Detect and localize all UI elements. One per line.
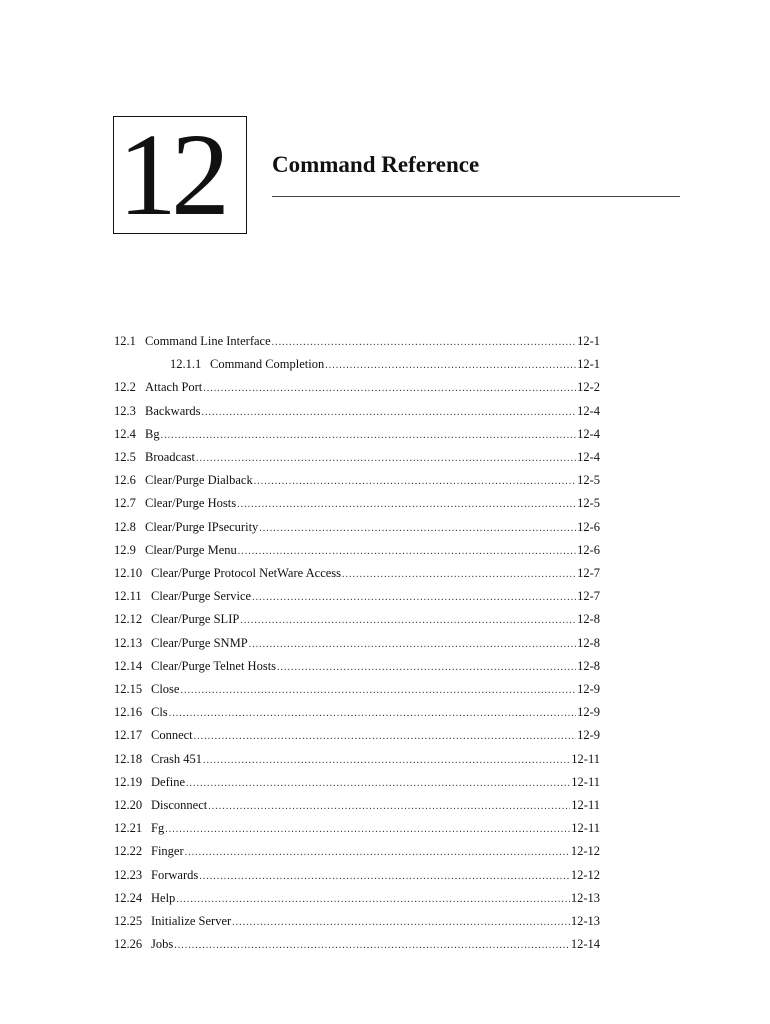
toc-entry-number: 12.21 (114, 821, 143, 836)
toc-entry[interactable] (114, 448, 600, 466)
toc-entry-label: Clear/Purge Menu (145, 542, 237, 557)
toc-entry-label: Help (151, 890, 176, 905)
toc-entry[interactable] (114, 378, 600, 396)
toc-entry-label: Cls (151, 705, 168, 720)
toc-dot-leader (252, 589, 576, 607)
toc-entry-page: 12-11 (571, 751, 600, 766)
toc-dot-leader (176, 891, 570, 909)
toc-entry-number: 12.8 (114, 519, 136, 534)
toc-dot-leader (180, 682, 576, 700)
chapter-number: 12 (118, 116, 224, 234)
toc-dot-leader (325, 357, 576, 375)
toc-dot-leader (165, 821, 570, 839)
toc-dot-leader (237, 496, 576, 514)
toc-dot-leader (238, 543, 576, 561)
toc-entry-label: Bg (145, 426, 160, 441)
toc-entry-page: 12-4 (577, 403, 600, 418)
toc-dot-leader (196, 450, 576, 468)
toc-entry[interactable] (114, 773, 600, 791)
toc-dot-leader (202, 404, 577, 422)
toc-entry[interactable] (114, 541, 600, 559)
toc-entry-number: 12.24 (114, 890, 143, 905)
toc-entry[interactable] (114, 332, 600, 350)
toc-entry-page: 12-5 (577, 473, 600, 488)
toc-entry[interactable] (170, 355, 600, 373)
toc-entry-label: Command Completion (210, 357, 325, 372)
toc-dot-leader (199, 868, 570, 886)
toc-entry-page: 12-8 (577, 612, 600, 627)
toc-entry-number: 12.9 (114, 542, 136, 557)
toc-entry-number: 12.20 (114, 798, 143, 812)
toc-entry-number: 12.18 (114, 751, 143, 766)
toc-dot-leader (174, 937, 570, 955)
toc-entry-page: 12-13 (570, 890, 600, 905)
toc-entry-number: 12.10 (114, 566, 143, 580)
toc-entry-label: Define (151, 774, 186, 789)
toc-entry-number: 12.26 (114, 937, 143, 952)
toc-entry[interactable] (114, 471, 600, 489)
toc-entry-page: 12-11 (571, 821, 600, 836)
toc-entry-number: 12.6 (114, 473, 136, 488)
toc-entry-label: Clear/Purge Hosts (145, 496, 237, 511)
toc-entry-page: 12-4 (577, 450, 600, 464)
toc-entry[interactable] (114, 610, 600, 628)
toc-entry-label: Clear/Purge SLIP (151, 612, 240, 627)
toc-entry[interactable] (114, 425, 600, 443)
toc-entry-label: Clear/Purge Protocol NetWare Access (151, 566, 342, 580)
toc-dot-leader (272, 334, 576, 352)
toc-dot-leader (208, 798, 570, 816)
toc-dot-leader (185, 844, 570, 862)
toc-entry-page: 12-9 (577, 728, 600, 743)
toc-entry-number: 12.17 (114, 728, 143, 743)
toc-entry-label: Broadcast (145, 450, 195, 464)
toc-entry-number: 12.4 (114, 426, 136, 441)
toc-entry[interactable] (114, 796, 600, 814)
toc-entry-label: Clear/Purge Telnet Hosts (151, 658, 277, 673)
toc-entry-label: Clear/Purge IPsecurity (145, 519, 259, 534)
toc-entry-number: 12.7 (114, 496, 136, 511)
toc-entry-number: 12.3 (114, 403, 136, 418)
toc-entry-label: Backwards (145, 403, 201, 418)
toc-entry[interactable] (114, 726, 600, 744)
toc-entry-label: Attach Port (145, 380, 203, 395)
toc-entry-page: 12-6 (577, 542, 600, 557)
toc-entry-page: 12-9 (577, 705, 600, 720)
toc-entry-number: 12.2 (114, 380, 136, 395)
toc-entry-page: 12-13 (570, 914, 600, 928)
toc-dot-leader (342, 566, 576, 584)
toc-entry-page: 12-1 (577, 357, 600, 372)
toc-entry[interactable] (114, 750, 600, 768)
toc-entry-label: Jobs (151, 937, 174, 952)
toc-entry[interactable] (114, 842, 600, 860)
toc-entry-number: 12.19 (114, 774, 143, 789)
toc-entry[interactable] (114, 680, 600, 698)
toc-dot-leader (169, 705, 576, 723)
toc-entry[interactable] (114, 912, 600, 930)
toc-entry-label: Clear/Purge Dialback (145, 473, 253, 488)
toc-entry-page: 12-12 (570, 867, 600, 882)
toc-entry-label: Connect (151, 728, 193, 743)
toc-entry-label: Forwards (151, 867, 199, 882)
toc-dot-leader (203, 752, 570, 770)
toc-entry-number: 12.13 (114, 635, 143, 650)
toc-entry-page: 12-1 (577, 334, 600, 348)
toc-dot-leader (240, 612, 576, 630)
toc-entry-page: 12-8 (577, 635, 600, 650)
toc-dot-leader (203, 380, 576, 398)
toc-entry-page: 12-7 (577, 589, 600, 604)
toc-dot-leader (277, 659, 576, 677)
toc-entry-page: 12-11 (571, 798, 600, 812)
toc-dot-leader (186, 775, 570, 793)
toc-entry[interactable] (114, 494, 600, 512)
toc-entry[interactable] (114, 935, 600, 953)
toc-entry-page: 12-11 (571, 774, 600, 789)
toc-dot-leader (194, 728, 576, 746)
toc-entry[interactable] (114, 657, 600, 675)
toc-dot-leader (259, 520, 576, 538)
toc-entry-label: Crash 451 (151, 751, 203, 766)
toc-entry[interactable] (114, 889, 600, 907)
toc-entry-label: Fg (151, 821, 165, 836)
toc-entry-label: Finger (151, 844, 184, 859)
toc-entry-number: 12.11 (114, 589, 142, 604)
toc-entry-label: Clear/Purge SNMP (151, 635, 248, 650)
toc-entry-number: 12.1.1 (170, 357, 202, 372)
toc-entry-page: 12-9 (577, 682, 600, 696)
toc-entry[interactable] (114, 587, 600, 605)
toc-entry[interactable] (114, 518, 600, 536)
toc-entry[interactable] (114, 866, 600, 884)
toc-entry-number: 12.16 (114, 705, 143, 720)
toc-dot-leader (232, 914, 570, 932)
toc-entry-label: Initialize Server (151, 914, 232, 928)
toc-dot-leader (254, 473, 576, 491)
toc-entry-page: 12-14 (570, 937, 600, 952)
toc-entry-number: 12.15 (114, 682, 143, 696)
toc-entry[interactable] (114, 634, 600, 652)
toc-entry-label: Close (151, 682, 180, 696)
toc-entry[interactable] (114, 819, 600, 837)
toc-entry-page: 12-2 (577, 380, 600, 395)
toc-entry-number: 12.5 (114, 450, 136, 464)
toc-entry-page: 12-12 (570, 844, 600, 859)
toc-entry-label: Command Line Interface (145, 334, 271, 348)
toc-entry-page: 12-7 (577, 566, 600, 580)
toc-entry-number: 12.22 (114, 844, 143, 859)
toc-dot-leader (161, 427, 576, 445)
toc-entry-number: 12.14 (114, 658, 143, 673)
chapter-title: Command Reference (272, 152, 480, 177)
toc-entry-page: 12-6 (577, 519, 600, 534)
toc-entry-label: Clear/Purge Service (151, 589, 252, 604)
toc-entry-label: Disconnect (151, 798, 208, 812)
toc-entry-page: 12-5 (577, 496, 600, 511)
toc-entry-page: 12-4 (577, 426, 600, 441)
toc-entry-number: 12.23 (114, 867, 143, 882)
toc-entry[interactable] (114, 402, 600, 420)
toc-entry-number: 12.25 (114, 914, 143, 928)
toc-dot-leader (249, 636, 576, 654)
toc-entry-number: 12.12 (114, 612, 143, 627)
toc-entry[interactable] (114, 564, 600, 582)
toc-entry[interactable] (114, 703, 600, 721)
toc-entry-number: 12.1 (114, 334, 136, 348)
toc-entry-page: 12-8 (577, 658, 600, 673)
